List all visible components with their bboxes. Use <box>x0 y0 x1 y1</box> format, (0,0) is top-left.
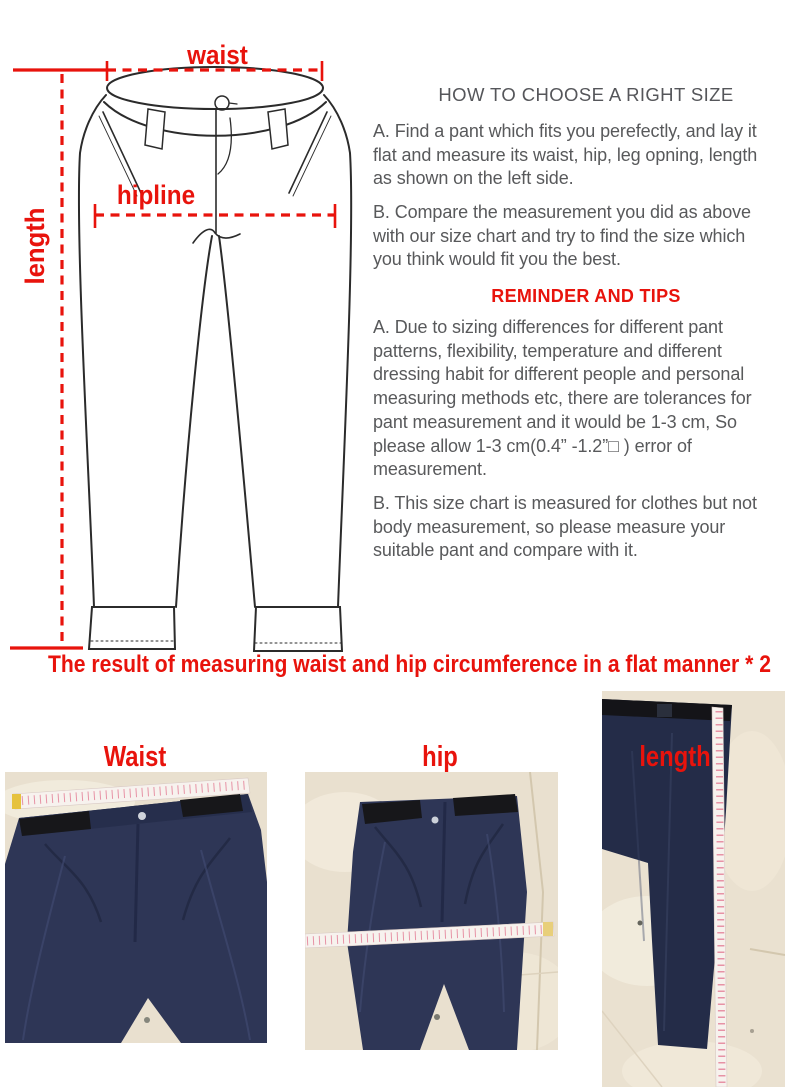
guide-title: HOW TO CHOOSE A RIGHT SIZE <box>438 84 734 105</box>
pocket-right <box>289 112 327 193</box>
right-leg-inner <box>219 236 255 607</box>
right-leg-outer <box>324 95 351 607</box>
length-label: length <box>20 207 50 285</box>
photo-waist <box>5 772 267 1043</box>
left-leg-outer <box>79 95 106 607</box>
tape-end <box>12 794 21 809</box>
pants-sketch <box>0 30 360 660</box>
guide-step-a: A. Find a pant which fits you perefectly, and lay it flat and measure its waist, hip, leg opning, length as shown on the left side. <box>373 121 758 189</box>
fly-curve <box>218 118 231 174</box>
guide-step-b: B. Compare the measurement you did as above with our size chart and try to find the size which you think would fit you the best. <box>373 202 751 270</box>
pants-button <box>138 812 146 820</box>
left-leg-inner <box>176 236 212 607</box>
pocket-right-stitch <box>293 116 331 196</box>
belt-buckle <box>657 704 672 717</box>
cuff-left <box>89 607 175 649</box>
instructions-column <box>373 84 799 561</box>
belt-loop-left <box>145 109 165 149</box>
photo-label-waist: Waist <box>103 741 167 773</box>
cuff-right <box>254 607 342 651</box>
tips-step-b: B. This size chart is measured for clothes but not body measurement, so please measure your suitable pant and compare with it. <box>373 493 757 561</box>
hipline-label: hipline <box>116 180 196 210</box>
banner-text: The result of measuring waist and hip circumference in a flat manner * 2 <box>48 651 771 678</box>
pants-button <box>432 817 439 824</box>
tips-title: REMINDER AND TIPS <box>491 286 681 306</box>
photo-label-hip: hip <box>422 741 458 773</box>
tips-step-a: A. Due to sizing differences for different pant patterns, flexibility, temperature and different dressing habit for different people and personal measuring methods etc, there are tolerances for pant measurement and it would be 1-3 cm, So please allow 1-3 cm(0.4” -1.2”□ ) error of measurement. <box>373 317 752 480</box>
belt-loop-right <box>268 109 288 149</box>
photo-hip <box>305 772 558 1050</box>
tape-end <box>543 922 553 936</box>
waist-label: waist <box>187 40 248 70</box>
photo-label-length: length <box>639 741 711 773</box>
